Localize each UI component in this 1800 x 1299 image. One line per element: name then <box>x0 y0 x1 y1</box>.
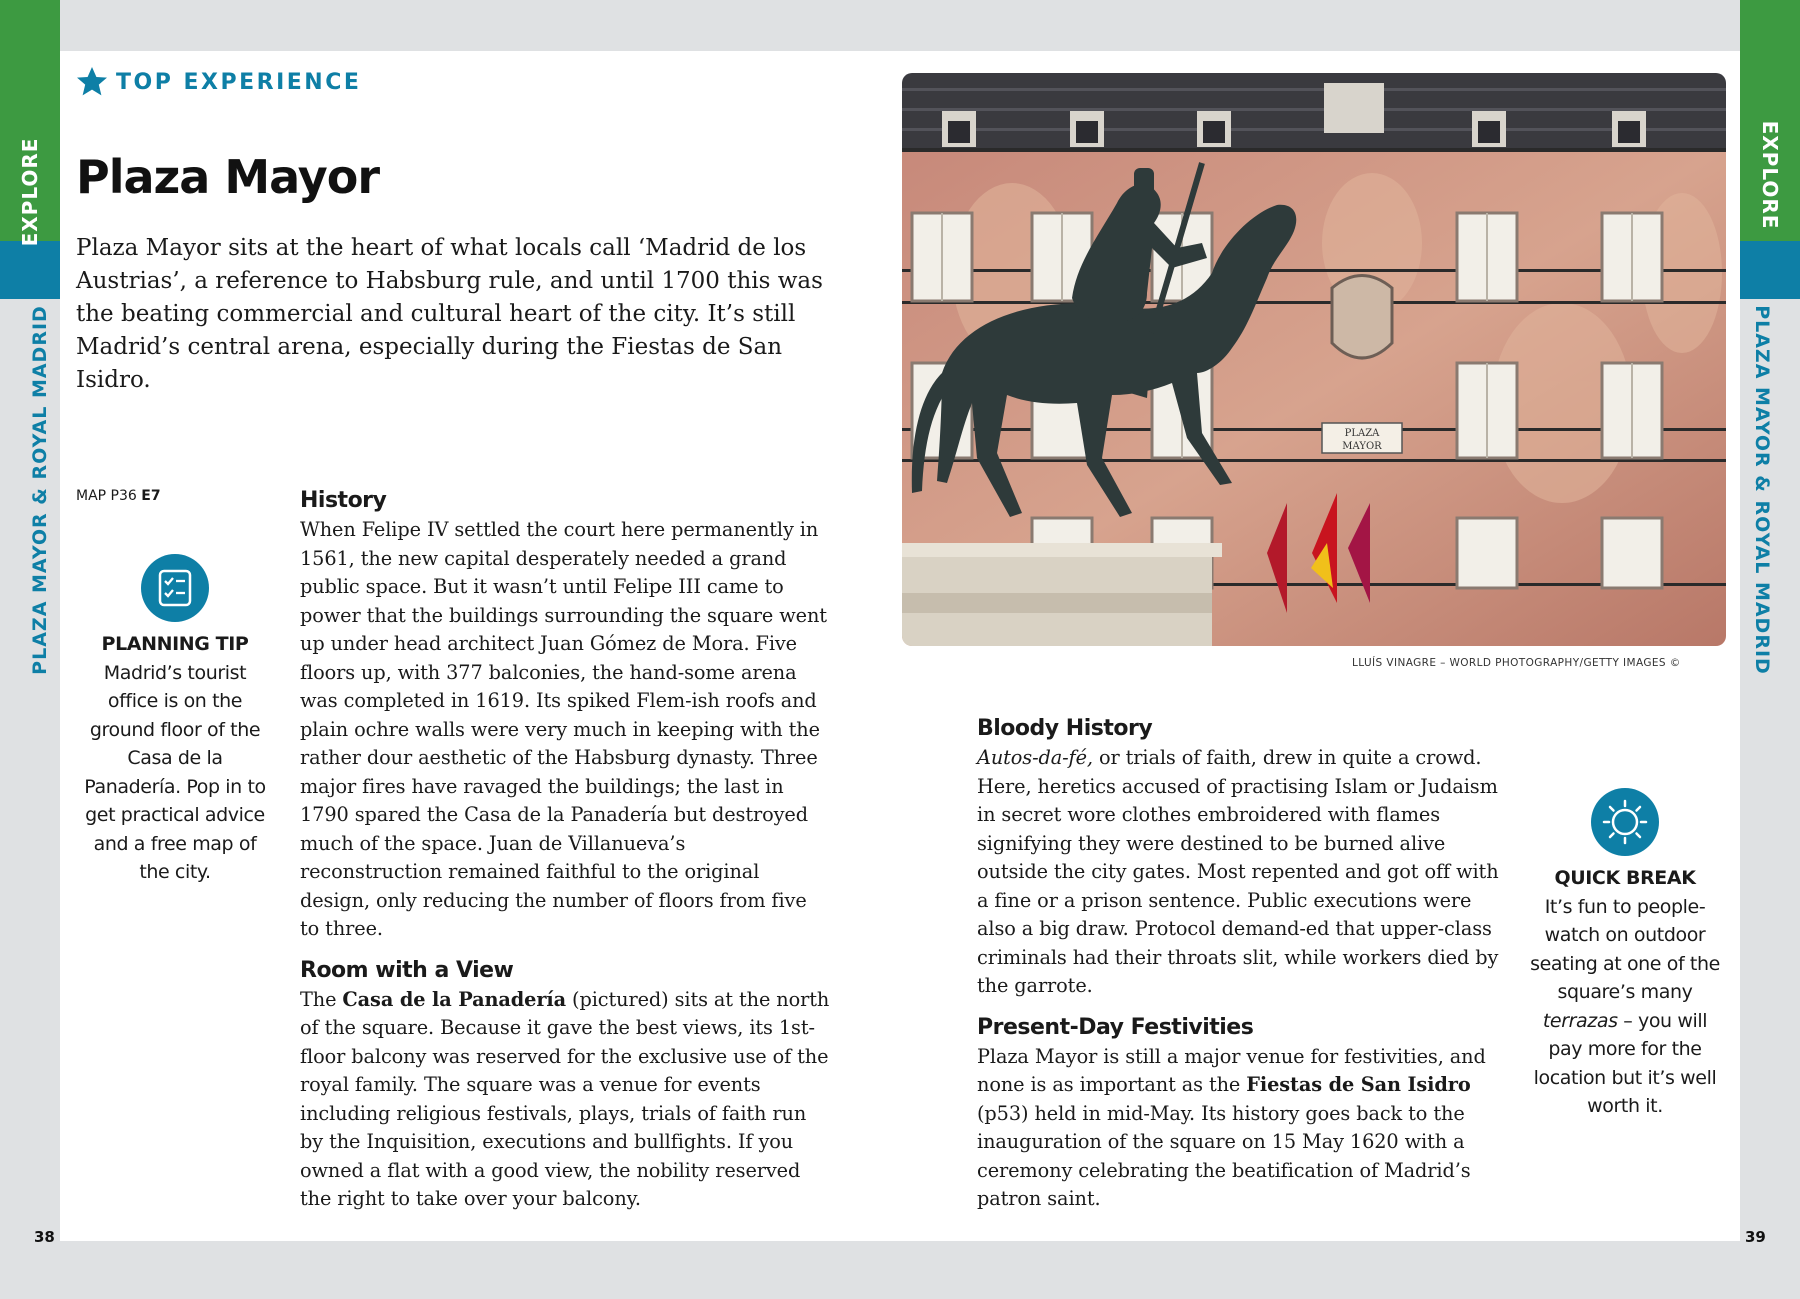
kicker-text: TOP EXPERIENCE <box>116 69 362 95</box>
left-explore-label: EXPLORE <box>18 137 42 247</box>
intro-paragraph: Plaza Mayor sits at the heart of what locals call ‘Madrid de los Austrias’, a reference to Habsburg rule, and until 1700 this was the beating commercial and cultural heart of the city. It’s still Madrid’s central arena, especially during the Fiestas de San Isidro. <box>76 235 823 393</box>
festivities-heading: Present-Day Festivities <box>977 1014 1254 1040</box>
map-reference <box>76 488 161 504</box>
planning-tip-text: Madrid’s tourist office is on the ground floor of the Casa de la Panadería. Pop in to get practical advice and a free map of the city. <box>84 661 266 883</box>
right-section-label: PLAZA MAYOR & ROYAL MADRID <box>1751 305 1773 675</box>
planning-tip-label: PLANNING TIP <box>101 633 249 655</box>
left-section-bar <box>0 241 60 299</box>
star-icon <box>76 66 108 98</box>
svg-text:PLAZA: PLAZA <box>1344 428 1380 439</box>
top-experience-kicker <box>76 66 361 98</box>
map-ref-grid: E7 <box>141 488 161 504</box>
planning-tip-box <box>80 630 270 887</box>
right-section-bar <box>1740 241 1800 299</box>
festivities-text: Plaza Mayor is still a major venue for festivities, and none is as important as the Fiestas de San Isidro (p53) held in mid-May. Its history goes back to the inauguration of the square on 15 May 1620 with a ceremony celebrating the beatification of Madrid’s patron saint. <box>977 1044 1486 1210</box>
room-view-text: The Casa de la Panadería (pictured) sits at the north of the square. Because it gave the best views, its 1st-floor balcony was reserved for the exclusive use of the royal family. The square was a venue for events including religious festivals, plays, trials of faith run by the Inquisition, executions and bullfights. If you owned a flat with a good view, the nobility reserved the right to take over your balcony. <box>300 987 830 1210</box>
bloody-history-heading: Bloody History <box>977 716 1153 741</box>
sun-icon <box>1591 788 1659 856</box>
photo-credit: LLUÍS VINAGRE – WORLD PHOTOGRAPHY/GETTY IMAGES © <box>1352 657 1681 669</box>
history-text: When Felipe IV settled the court here permanently in 1561, the new capital desperately needed a grand public space. But it wasn’t until Felipe III came to power that the buildings surrounding the square went up under head architect Juan Gómez de Mora. Five floors up, with 377 balconies, the hand-some arena was completed in 1619. Its spiked Flem-ish roofs and plain ochre walls were very much in keeping with the rather dour aesthetic of the Habsburg dynasty. Three major fires have ravaged the buildings; the last in 1790 spared the Casa de la Panadería but destroyed much of the space. Juan de Villanueva’s reconstruction remained faithful to the original design, only reducing the number of floors from five to three. <box>300 518 827 940</box>
right-explore-label: EXPLORE <box>1758 120 1782 230</box>
room-view-heading: Room with a View <box>300 957 514 983</box>
quick-break-text: It’s fun to people-watch on outdoor seating at one of the square’s many terrazas – you will pay more for the location but it’s well worth it. <box>1530 895 1720 1117</box>
page-title: Plaza Mayor <box>76 150 380 204</box>
map-ref-prefix: MAP P36 <box>76 488 137 504</box>
checklist-icon <box>141 554 209 622</box>
plaza-mayor-photo <box>902 73 1726 646</box>
left-page-number: 38 <box>34 1228 55 1246</box>
svg-text:MAYOR: MAYOR <box>1342 441 1382 452</box>
left-text-column <box>300 486 830 1226</box>
left-section-label: PLAZA MAYOR & ROYAL MADRID <box>29 305 51 675</box>
bloody-history-text: Autos-da-fé, or trials of faith, drew in quite a crowd. Here, heretics accused of practising Islam or Judaism in secret wore clothes embroidered with flames signifying they were destined to be burned alive outside the city gates. Most repented and got off with a fine or a prison sentence. Public executions were also a big draw. Protocol demand-ed that upper-class criminals had their throats slit, while workers died by the garrote. <box>977 746 1499 997</box>
right-text-column <box>977 714 1507 1226</box>
quick-break-box <box>1530 864 1720 1121</box>
history-heading: History <box>300 488 387 513</box>
quick-break-label: QUICK BREAK <box>1554 867 1696 889</box>
right-page-number: 39 <box>1745 1228 1766 1246</box>
